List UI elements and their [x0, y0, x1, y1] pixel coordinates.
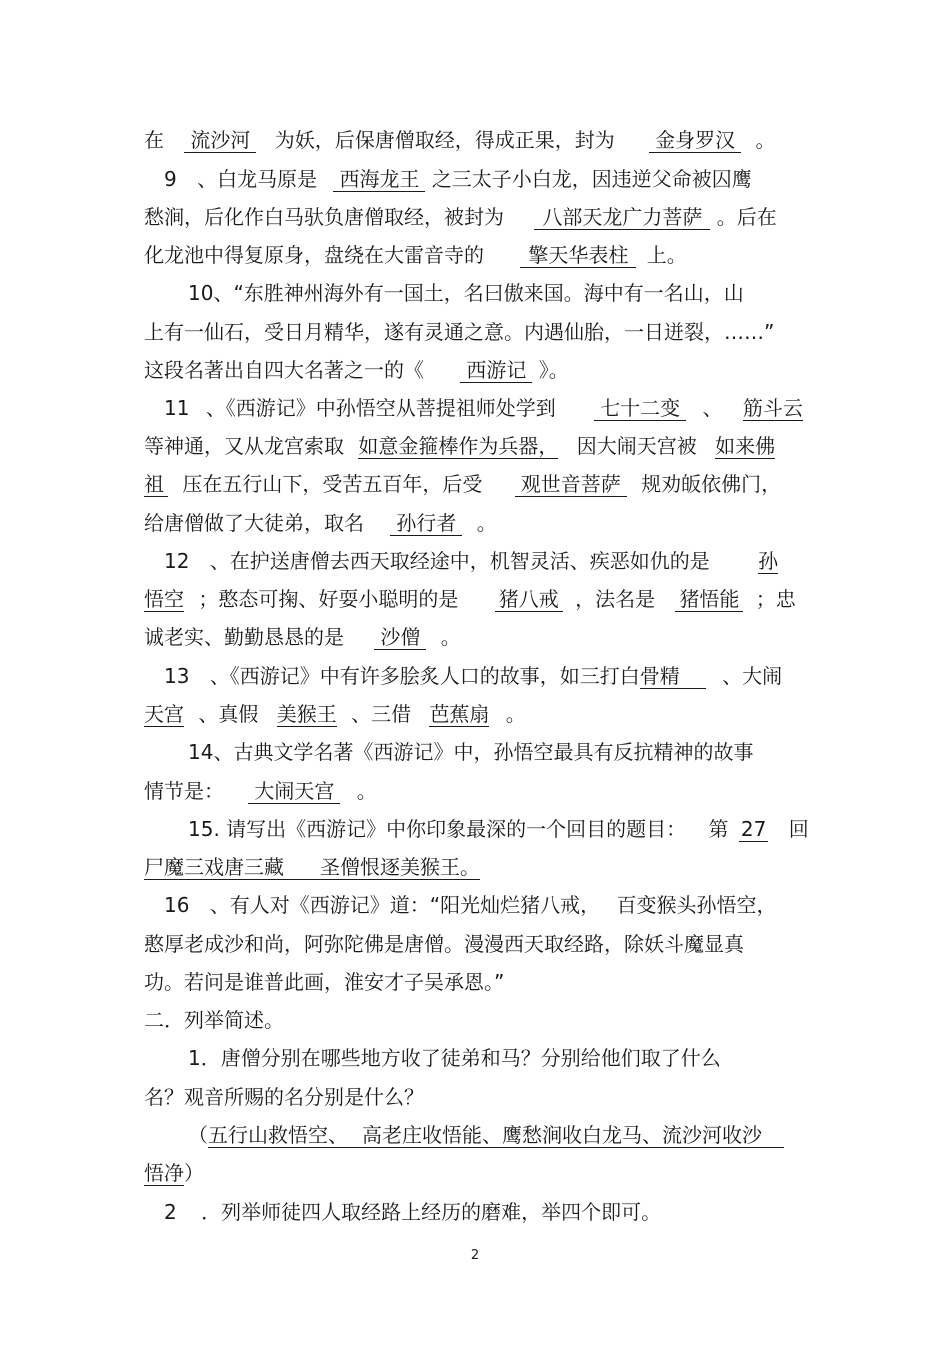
text-line [144, 853, 814, 881]
text-run: 憨厚老成沙和尚，阿弥陀佛是唐僧。漫漫西天取经路，除妖斗魔显真 [144, 932, 744, 956]
text-run: 。 [755, 128, 776, 152]
answer-blank: 筋斗云 [742, 396, 803, 420]
text-run: 上。 [646, 243, 687, 267]
text-line [144, 700, 814, 728]
answer-blank: 沙僧 [374, 625, 426, 650]
question-number: 13 [164, 664, 190, 688]
answer-blank: 五行山救悟空、 [208, 1123, 362, 1148]
answer-blank: 如来佛 [715, 434, 776, 458]
question-number: 9 [164, 167, 177, 191]
answer-blank: 悟净 [144, 1161, 184, 1185]
text-line [188, 1044, 858, 1072]
answer-blank: 悟空 [144, 587, 184, 611]
answer-blank: 孙 [758, 549, 779, 573]
text-run: 规劝皈依佛门， [641, 472, 782, 496]
text-run: ） [184, 1161, 204, 1185]
answer-blank: 尸魔三戏唐三藏 [144, 855, 320, 880]
text-line [144, 126, 814, 154]
text-run: （ [188, 1123, 208, 1147]
text-run: 15. 请写出《西游记》中你印象最深的一个回目的题目： [188, 817, 687, 841]
answer-blank: 八部天龙广力菩萨 [534, 205, 710, 230]
text-run: 10、“东胜神州海外有一国土，名曰傲来国。海中有一名山，山 [188, 281, 744, 305]
text-run: 、真假 [198, 702, 259, 726]
text-line [144, 470, 814, 498]
text-line [144, 356, 814, 384]
text-line [144, 623, 814, 651]
text-run: 。 [476, 511, 497, 535]
text-run: 名？观音所赐的名分别是什么？ [144, 1085, 424, 1109]
text-line [144, 1083, 814, 1111]
answer-blank: 天宫 [144, 702, 184, 726]
text-run: 回 [788, 817, 809, 841]
answer-blank: 骨精 [640, 664, 706, 689]
answer-blank: 芭蕉扇 [429, 702, 490, 726]
text-run: 、白龙马原是 [197, 167, 318, 191]
section-heading [144, 1006, 814, 1034]
answer-blank: 猪八戒 [495, 587, 563, 612]
text-line [144, 777, 814, 805]
text-run: 之三太子小白龙，因违逆父命被囚鹰 [431, 167, 752, 191]
text-line [188, 738, 858, 766]
answer-blank: 如意金箍棒作为兵器， [358, 434, 559, 458]
text-run: 功。若问是谁普此画，淮安才子吴承恩。” [144, 970, 505, 994]
text-line [188, 279, 858, 307]
answer-blank: 大闹天宫 [248, 779, 340, 804]
text-run: 百变猴头孙悟空， [616, 893, 777, 917]
text-run: 因大闹天宫被 [576, 434, 697, 458]
text-line [164, 394, 834, 422]
text-run: 、《西游记》中有许多脍炙人口的故事，如三打白 [209, 664, 640, 688]
text-line [144, 432, 814, 460]
text-line [144, 585, 814, 613]
answer-blank: 金身罗汉 [649, 128, 741, 153]
text-line [188, 1121, 858, 1149]
text-run: ；忠 [755, 587, 796, 611]
question-number: 12 [164, 549, 190, 573]
text-line [144, 318, 814, 346]
text-line [144, 203, 814, 231]
text-line [164, 1198, 834, 1226]
page-number: 2 [470, 1248, 480, 1263]
text-run: 、大闹 [722, 664, 783, 688]
text-line [188, 815, 858, 843]
text-run: ．列举师徒四人取经路上经历的磨难，举四个即可。 [201, 1200, 662, 1224]
text-run: 》。 [538, 358, 569, 382]
text-run: 这段名著出自四大名著之一的《 [144, 358, 424, 382]
text-run: 上有一仙石，受日月精华，遂有灵通之意。内遇仙胎，一日迸裂，……” [144, 320, 775, 344]
text-line [144, 930, 814, 958]
text-run: 化龙池中得复原身，盘绕在大雷音寺的 [144, 243, 484, 267]
text-line [164, 547, 834, 575]
answer-blank: 猪悟能 [675, 587, 743, 612]
text-run: 、 [702, 396, 723, 420]
text-line [164, 662, 834, 690]
text-run: 。 [356, 779, 377, 803]
question-number: 16 [164, 893, 190, 917]
text-run: 、有人对《西游记》道：“阳光灿烂猪八戒， [209, 893, 601, 917]
text-run: 第 [708, 817, 729, 841]
text-line [144, 509, 814, 537]
text-run: 。 [440, 625, 461, 649]
answer-blank: 27 [740, 817, 767, 841]
text-run: 诚老实、勤勤恳恳的是 [144, 625, 344, 649]
text-run: 为妖，后保唐僧取经，得成正果，封为 [274, 128, 615, 152]
text-line [144, 1159, 814, 1187]
answer-blank: 流沙河 [184, 128, 256, 153]
text-run: 。 [505, 702, 526, 726]
text-run: ，法名是 [575, 587, 656, 611]
text-run: 在 [144, 128, 164, 152]
text-run: 14、古典文学名著《西游记》中，孙悟空最具有反抗精神的故事 [188, 740, 754, 764]
text-run: 、在护送唐僧去西天取经途中，机智灵活、疾恶如仇的是 [209, 549, 710, 573]
text-line [144, 241, 814, 269]
answer-blank: 祖 [144, 472, 168, 497]
text-run: 、三借 [351, 702, 412, 726]
answer-blank: 七十二变 [594, 396, 686, 421]
text-run: 愁涧，后化作白马驮负唐僧取经，被封为 [144, 205, 504, 229]
answer-blank: 擎天华表柱 [520, 243, 636, 268]
text-run: 二．列举简述。 [144, 1008, 284, 1032]
answer-blank: 圣僧恨逐美猴王。 [320, 855, 480, 879]
text-run: 。后在 [716, 205, 777, 229]
text-line [144, 968, 814, 996]
text-run: 1．唐僧分别在哪些地方收了徒弟和马？分别给他们取了什么 [188, 1046, 721, 1070]
answer-blank: 观世音菩萨 [515, 472, 627, 497]
text-line [164, 165, 834, 193]
answer-blank: 美猴王 [276, 702, 337, 726]
text-run: ；憨态可掬、好耍小聪明的是 [198, 587, 459, 611]
text-run: 、《西游记》中孙悟空从菩提祖师处学到 [205, 396, 556, 420]
text-run: 压在五行山下，受苦五百年，后受 [182, 472, 483, 496]
answer-blank: 孙行者 [390, 511, 462, 536]
text-run: 等神通，又从龙宫索取 [144, 434, 344, 458]
text-line [164, 891, 834, 919]
answer-blank: 西游记 [460, 358, 532, 383]
text-run: 情节是： [144, 779, 224, 803]
question-number: 2 [164, 1200, 177, 1224]
answer-blank: 高老庄收悟能、鹰愁涧收白龙马、流沙河收沙 [362, 1123, 784, 1148]
text-run: 给唐僧做了大徒弟，取名 [144, 511, 364, 535]
answer-blank: 西海龙王 [333, 167, 425, 192]
question-number: 11 [164, 396, 190, 420]
